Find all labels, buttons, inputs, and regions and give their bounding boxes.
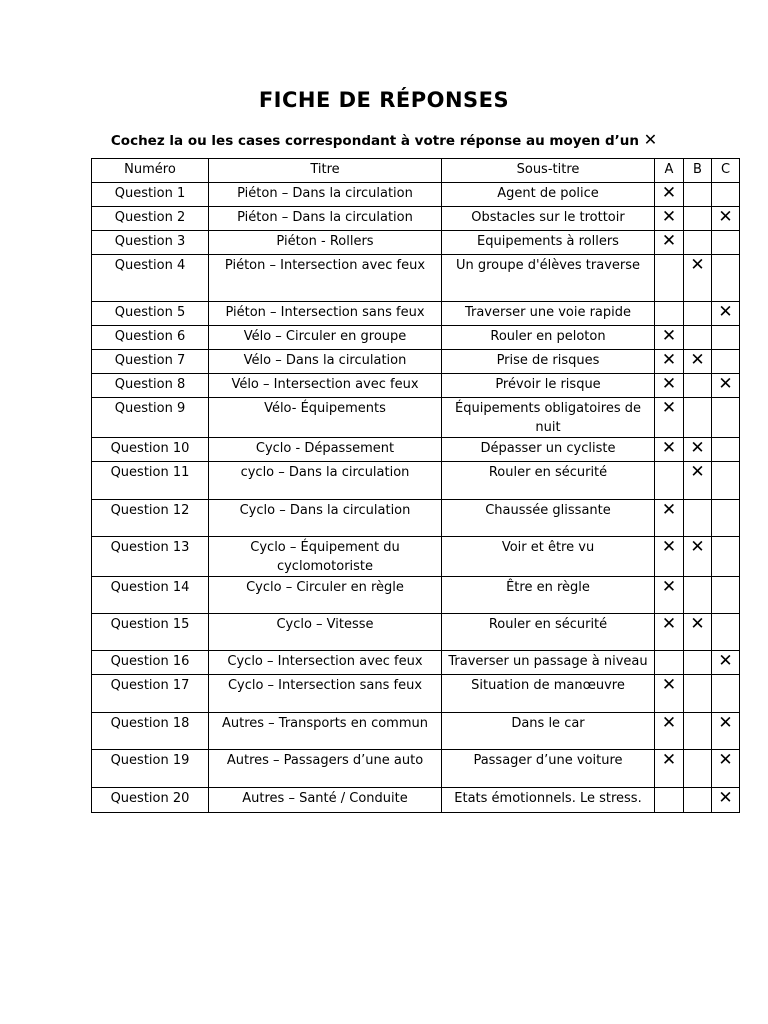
check-x-icon: ✕	[718, 750, 733, 770]
check-x-icon: ✕	[690, 438, 705, 458]
answer-cell-c[interactable]	[712, 326, 740, 350]
question-number-cell: Question 4	[92, 255, 209, 302]
x-mark-icon: ✕	[643, 130, 658, 149]
answer-cell-c[interactable]	[712, 207, 740, 231]
header-a: A	[655, 159, 684, 183]
question-title-cell: Cyclo – Vitesse	[209, 614, 442, 651]
answer-cell-b[interactable]	[684, 438, 712, 462]
table-row	[92, 750, 740, 788]
question-subtitle-cell: Dans le car	[442, 713, 655, 750]
check-x-icon: ✕	[661, 675, 677, 695]
answer-cell-c[interactable]	[712, 577, 740, 614]
question-number-cell: Question 7	[92, 350, 209, 374]
table-header-row	[92, 159, 740, 183]
answer-cell-a[interactable]	[655, 231, 684, 255]
answer-cell-b[interactable]	[684, 255, 712, 302]
header-numero: Numéro	[92, 159, 209, 183]
table-row	[92, 326, 740, 350]
question-subtitle-cell: Situation de manœuvre	[442, 675, 655, 713]
check-x-icon: ✕	[690, 350, 705, 370]
question-title-cell: Cyclo - Dépassement	[209, 438, 442, 462]
check-x-icon: ✕	[718, 302, 733, 322]
question-title-cell: Piéton – Dans la circulation	[209, 207, 442, 231]
question-title-cell: Vélo – Dans la circulation	[209, 350, 442, 374]
question-subtitle-cell: Rouler en peloton	[442, 326, 655, 350]
answer-cell-a[interactable]	[655, 577, 684, 614]
answer-cell-b[interactable]	[684, 537, 712, 577]
header-b: B	[684, 159, 712, 183]
answer-cell-c[interactable]	[712, 537, 740, 577]
question-subtitle-cell: Prévoir le risque	[442, 374, 655, 398]
answer-cell-c[interactable]	[712, 500, 740, 537]
question-number-cell: Question 12	[92, 500, 209, 537]
question-number-cell: Question 18	[92, 713, 209, 750]
table-row	[92, 577, 740, 614]
answer-cell-c[interactable]	[712, 438, 740, 462]
check-x-icon: ✕	[690, 462, 705, 482]
question-subtitle-cell: Chaussée glissante	[442, 500, 655, 537]
answer-cell-a[interactable]	[655, 462, 684, 500]
table-row	[92, 438, 740, 462]
answer-cell-b[interactable]	[684, 302, 712, 326]
answer-cell-a[interactable]	[655, 183, 684, 207]
question-title-cell: Piéton – Dans la circulation	[209, 183, 442, 207]
question-title-cell: Vélo – Intersection avec feux	[209, 374, 442, 398]
question-subtitle-cell: Voir et être vu	[442, 537, 655, 577]
question-number-cell: Question 19	[92, 750, 209, 788]
question-title-cell: Autres – Santé / Conduite	[209, 788, 442, 813]
question-title-cell: Vélo- Équipements	[209, 398, 442, 438]
answer-cell-b[interactable]	[684, 614, 712, 651]
answer-cell-c[interactable]	[712, 788, 740, 813]
answer-cell-c[interactable]	[712, 231, 740, 255]
answer-cell-a[interactable]	[655, 207, 684, 231]
table-row	[92, 713, 740, 750]
answer-cell-c[interactable]	[712, 374, 740, 398]
table-row	[92, 537, 740, 577]
answer-cell-c[interactable]	[712, 614, 740, 651]
check-x-icon: ✕	[661, 350, 677, 370]
table-row	[92, 462, 740, 500]
table-row	[92, 255, 740, 302]
answer-cell-b[interactable]	[684, 326, 712, 350]
answer-cell-a[interactable]	[655, 398, 684, 438]
check-x-icon: ✕	[690, 614, 705, 634]
question-number-cell: Question 2	[92, 207, 209, 231]
question-subtitle-cell: Traverser une voie rapide	[442, 302, 655, 326]
table-row	[92, 374, 740, 398]
answer-cell-a[interactable]	[655, 326, 684, 350]
answer-cell-b[interactable]	[684, 750, 712, 788]
check-x-icon: ✕	[661, 398, 677, 418]
question-title-cell: Autres – Passagers d’une auto	[209, 750, 442, 788]
table-row	[92, 183, 740, 207]
check-x-icon: ✕	[690, 255, 705, 275]
question-title-cell: Cyclo – Dans la circulation	[209, 500, 442, 537]
question-subtitle-cell: Passager d’une voiture	[442, 750, 655, 788]
check-x-icon: ✕	[661, 614, 677, 634]
answer-table-body	[92, 183, 740, 813]
check-x-icon: ✕	[661, 374, 677, 394]
question-title-cell: Cyclo – Équipement du cyclomotoriste	[209, 537, 442, 577]
answer-cell-b[interactable]	[684, 398, 712, 438]
question-title-cell: Piéton – Intersection sans feux	[209, 302, 442, 326]
answer-cell-a[interactable]	[655, 350, 684, 374]
question-number-cell: Question 13	[92, 537, 209, 577]
answer-table	[91, 158, 740, 813]
check-x-icon: ✕	[718, 788, 733, 808]
question-title-cell: Vélo – Circuler en groupe	[209, 326, 442, 350]
question-title-cell: Cyclo – Intersection avec feux	[209, 651, 442, 675]
check-x-icon: ✕	[661, 231, 677, 251]
question-number-cell: Question 3	[92, 231, 209, 255]
question-title-cell: Cyclo – Circuler en règle	[209, 577, 442, 614]
answer-cell-c[interactable]	[712, 183, 740, 207]
question-number-cell: Question 5	[92, 302, 209, 326]
check-x-icon: ✕	[718, 374, 733, 394]
question-subtitle-cell: Prise de risques	[442, 350, 655, 374]
question-number-cell: Question 1	[92, 183, 209, 207]
instruction-text	[0, 130, 768, 149]
question-subtitle-cell: Traverser un passage à niveau	[442, 651, 655, 675]
answer-cell-b[interactable]	[684, 183, 712, 207]
answer-cell-a[interactable]	[655, 374, 684, 398]
answer-cell-b[interactable]	[684, 207, 712, 231]
table-row	[92, 614, 740, 651]
answer-cell-c[interactable]	[712, 398, 740, 438]
table-row	[92, 675, 740, 713]
question-subtitle-cell: Equipements à rollers	[442, 231, 655, 255]
question-subtitle-cell: Obstacles sur le trottoir	[442, 207, 655, 231]
question-number-cell: Question 6	[92, 326, 209, 350]
answer-cell-c[interactable]	[712, 302, 740, 326]
question-subtitle-cell: Rouler en sécurité	[442, 462, 655, 500]
question-number-cell: Question 14	[92, 577, 209, 614]
question-number-cell: Question 10	[92, 438, 209, 462]
check-x-icon: ✕	[661, 537, 677, 557]
answer-cell-b[interactable]	[684, 651, 712, 675]
question-subtitle-cell: Être en règle	[442, 577, 655, 614]
question-title-cell: Piéton - Rollers	[209, 231, 442, 255]
table-row	[92, 231, 740, 255]
check-x-icon: ✕	[661, 713, 677, 733]
question-number-cell: Question 20	[92, 788, 209, 813]
check-x-icon: ✕	[661, 500, 677, 520]
question-subtitle-cell: Dépasser un cycliste	[442, 438, 655, 462]
answer-cell-a[interactable]	[655, 500, 684, 537]
answer-cell-b[interactable]	[684, 713, 712, 750]
answer-cell-b[interactable]	[684, 500, 712, 537]
check-x-icon: ✕	[661, 183, 677, 203]
question-title-cell: Piéton – Intersection avec feux	[209, 255, 442, 302]
check-x-icon: ✕	[718, 713, 733, 733]
answer-cell-b[interactable]	[684, 675, 712, 713]
answer-cell-a[interactable]	[655, 302, 684, 326]
table-row	[92, 350, 740, 374]
answer-cell-c[interactable]	[712, 675, 740, 713]
question-number-cell: Question 17	[92, 675, 209, 713]
table-row	[92, 302, 740, 326]
question-subtitle-cell: Agent de police	[442, 183, 655, 207]
instruction-label: Cochez la ou les cases correspondant à votre réponse au moyen d’un	[110, 133, 639, 149]
answer-cell-c[interactable]	[712, 255, 740, 302]
question-number-cell: Question 16	[92, 651, 209, 675]
check-x-icon: ✕	[690, 537, 705, 557]
answer-cell-b[interactable]	[684, 374, 712, 398]
answer-cell-c[interactable]	[712, 350, 740, 374]
answer-cell-b[interactable]	[684, 577, 712, 614]
page-title: FICHE DE RÉPONSES	[258, 88, 510, 112]
question-number-cell: Question 9	[92, 398, 209, 438]
table-row	[92, 207, 740, 231]
answer-cell-c[interactable]	[712, 750, 740, 788]
answer-cell-a[interactable]	[655, 675, 684, 713]
question-title-cell: cyclo – Dans la circulation	[209, 462, 442, 500]
header-titre: Titre	[209, 159, 442, 183]
answer-cell-a[interactable]	[655, 788, 684, 813]
question-number-cell: Question 11	[92, 462, 209, 500]
answer-cell-c[interactable]	[712, 713, 740, 750]
answer-cell-c[interactable]	[712, 651, 740, 675]
question-title-cell: Autres – Transports en commun	[209, 713, 442, 750]
check-x-icon: ✕	[718, 651, 733, 671]
question-subtitle-cell: Etats émotionnels. Le stress.	[442, 788, 655, 813]
check-x-icon: ✕	[661, 750, 677, 770]
check-x-icon: ✕	[661, 326, 677, 346]
question-title-cell: Cyclo – Intersection sans feux	[209, 675, 442, 713]
answer-cell-a[interactable]	[655, 438, 684, 462]
question-subtitle-cell: Rouler en sécurité	[442, 614, 655, 651]
answer-cell-b[interactable]	[684, 462, 712, 500]
table-row	[92, 651, 740, 675]
header-sous-titre: Sous-titre	[442, 159, 655, 183]
check-x-icon: ✕	[661, 577, 677, 597]
header-c: C	[712, 159, 740, 183]
answer-cell-b[interactable]	[684, 350, 712, 374]
table-row	[92, 398, 740, 438]
answer-cell-a[interactable]	[655, 614, 684, 651]
table-row	[92, 788, 740, 813]
answer-cell-c[interactable]	[712, 462, 740, 500]
answer-cell-a[interactable]	[655, 651, 684, 675]
answer-cell-b[interactable]	[684, 788, 712, 813]
answer-cell-a[interactable]	[655, 750, 684, 788]
question-number-cell: Question 8	[92, 374, 209, 398]
question-subtitle-cell: Équipements obligatoires de nuit	[442, 398, 655, 438]
question-subtitle-cell: Un groupe d'élèves traverse	[442, 255, 655, 302]
check-x-icon: ✕	[661, 207, 677, 227]
answer-cell-a[interactable]	[655, 537, 684, 577]
question-number-cell: Question 15	[92, 614, 209, 651]
check-x-icon: ✕	[661, 438, 677, 458]
answer-cell-a[interactable]	[655, 713, 684, 750]
answer-cell-b[interactable]	[684, 231, 712, 255]
table-row	[92, 500, 740, 537]
check-x-icon: ✕	[718, 207, 733, 227]
answer-cell-a[interactable]	[655, 255, 684, 302]
